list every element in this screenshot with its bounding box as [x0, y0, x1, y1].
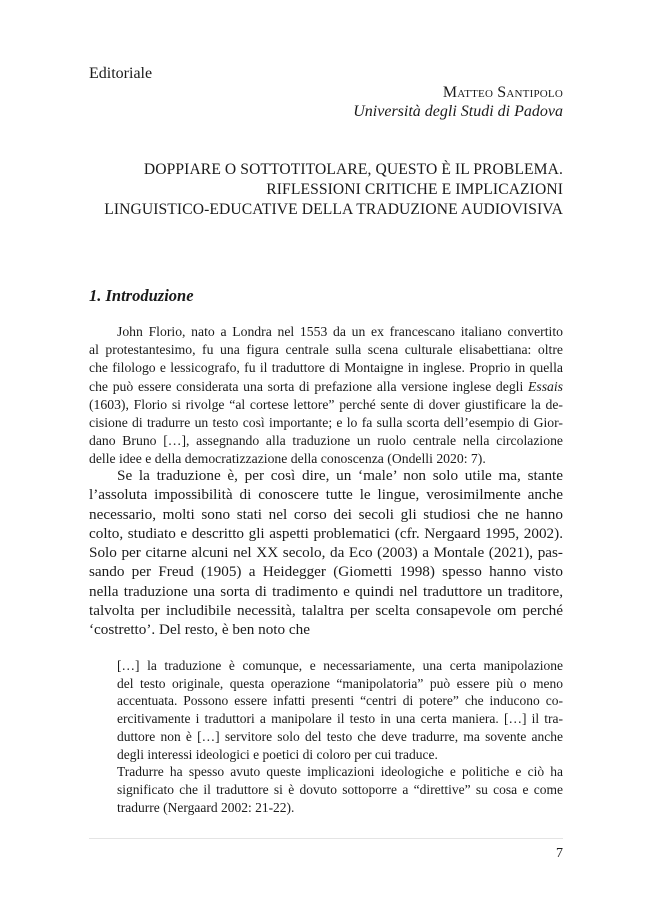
text-line: colto, studiato e descritto gli aspetti problematici (cfr. Nergaard 1995, 2002). [89, 524, 563, 542]
text-line: necessario, molti sono stati nel corso dei secoli gli studiosi che ne hanno [89, 505, 563, 523]
quote-line: accentuata. Possono essere infatti presenti “centri di potere” che inducono co- [117, 693, 563, 709]
text-line: sando per Freud (1905) a Heidegger (Giometti 1998) spesso hanno visto [89, 563, 563, 581]
body-paragraph-1 [89, 323, 563, 469]
text-line: al protestantesimo, fu una figura centrale sulla scena culturale elisabettiana: oltre [89, 342, 563, 358]
title-line: DOPPIARE O SOTTOTITOLARE, QUESTO È IL PROBLEMA. [143, 161, 563, 178]
body-paragraph-2 [89, 466, 563, 640]
text-line: cisione di tradurre un testo così importante; e lo fa sulla scorta dell’esempio di Gior- [89, 415, 563, 431]
text-line: (1603), Florio si rivolge “al cortese lettore” perché sente di dover giustificare la de- [89, 396, 563, 412]
text-line: che filologo e lessicografo, fu il traduttore di Montaigne in inglese. Proprio in quella [89, 360, 563, 376]
author-name: Matteo Santipolo [442, 84, 563, 101]
text-line: delle idee e della democratizzazione della conoscenza (Ondelli 2020: 7). [89, 451, 486, 467]
text-line: John Florio, nato a Londra nel 1553 da un ex francescano italiano convertito [117, 324, 563, 339]
author-block [353, 83, 563, 121]
quote-line: Tradurre ha spesso avuto queste implicazioni ideologiche e politiche e ciò ha [117, 764, 563, 780]
quote-line: del testo originale, questa operazione “manipolatoria” può essere più o meno [117, 675, 563, 691]
text-line: dano Bruno […], assegnando alla traduzione un ruolo centrale nella circolazione [89, 433, 563, 449]
text-line: nella traduzione una sorta di tradimento e quindi nel traduttore un traditore, [89, 582, 563, 600]
quote-line: […] la traduzione è comunque, e necessariamente, una certa manipolazione [117, 658, 563, 673]
title-line: LINGUISTICO-EDUCATIVE DELLA TRADUZIONE AUDIOVISIVA [104, 201, 563, 218]
quote-line: ercitivamente i traduttori a manipolare il testo in una certa maniera. […] il tra- [117, 711, 563, 727]
text-line: l’assoluta impossibilità di conoscere tutte le lingue, verosimilmente anche [89, 486, 563, 504]
quote-line: significato che il traduttore si è dovuto sottoporre a “direttive” su cosa e come [117, 781, 563, 797]
italic-title-essais: Essais [528, 378, 563, 394]
quote-line: tradurre (Nergaard 2002: 21-22). [117, 799, 295, 815]
text-line: che può essere considerata una sorta di prefazione alla versione inglese degli Essais [89, 378, 563, 394]
quote-line: degli interessi ideologici e poetici di coloro per cui traduce. [117, 746, 438, 762]
page-number: 7 [556, 846, 563, 861]
text-line: talvolta per includibile necessità, talaltra per scelta consapevole om perché [89, 602, 563, 620]
author-affiliation: Università degli Studi di Padova [353, 103, 563, 120]
title-line: RIFLESSIONI CRITICHE E IMPLICAZIONI [266, 181, 563, 198]
section-heading: 1. Introduzione [89, 286, 194, 305]
text-line: Se la traduzione è, per così dire, un ‘male’ non solo utile ma, stante [117, 467, 563, 484]
article-title [104, 160, 563, 220]
block-quote [117, 657, 563, 816]
quote-line: duttore non è […] servitore solo del testo che deve tradurre, ma sovente anche [117, 728, 563, 744]
section-label: Editoriale [89, 65, 153, 82]
footer-divider [89, 838, 563, 839]
text-line: Solo per citarne alcuni nel XX secolo, da Eco (2003) a Montale (2021), pas- [89, 544, 563, 562]
text-line: ‘costretto’. Del resto, è ben noto che [89, 621, 310, 639]
